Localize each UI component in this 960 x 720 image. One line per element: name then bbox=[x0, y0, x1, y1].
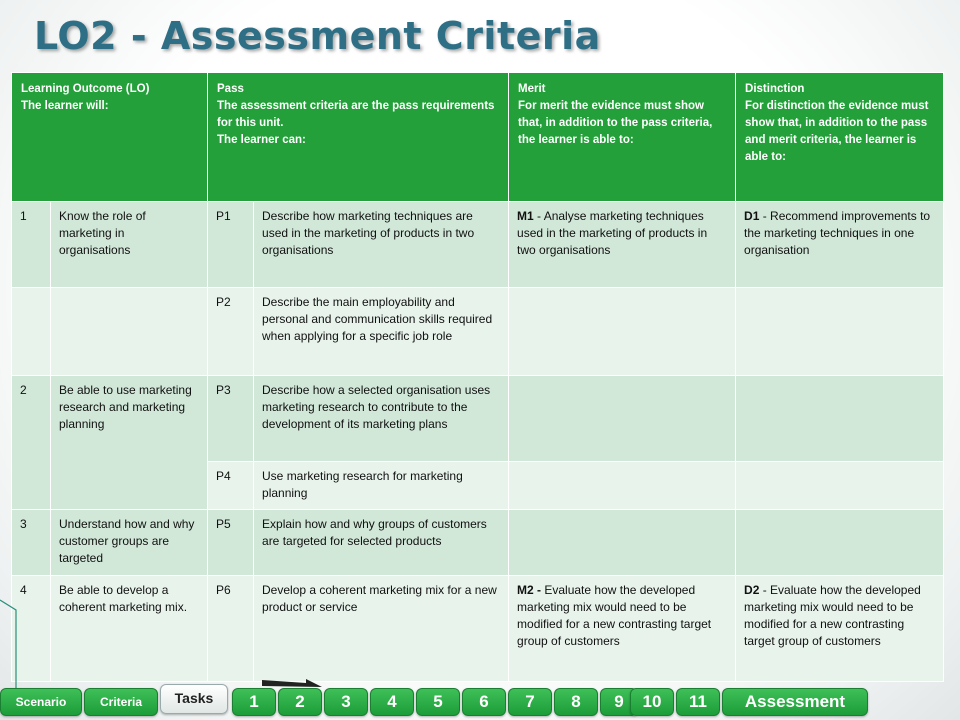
distinction-code: D1 bbox=[744, 209, 760, 223]
table-row bbox=[12, 288, 944, 376]
merit-text: - Analyse marketing techniques used in the marketing of products in two organisations bbox=[517, 209, 708, 257]
table-row bbox=[12, 202, 944, 288]
lo-number: 2 bbox=[12, 376, 51, 510]
pass-criterion: Explain how and why groups of customers are targeted for selected products bbox=[254, 510, 509, 576]
decorative-arrow-icon bbox=[262, 675, 322, 689]
header-distinction: Distinction For distinction the evidence must show that, in addition to the pass and merit criteria, the learner is able to: bbox=[736, 73, 944, 202]
table-row bbox=[12, 576, 944, 682]
header-learning-outcome: Learning Outcome (LO) The learner will: bbox=[12, 73, 208, 202]
distinction-criterion bbox=[736, 510, 944, 576]
nav-task-11-button[interactable]: 11 bbox=[676, 688, 720, 716]
header-pass: Pass The assessment criteria are the pass requirements for this unit. The learner can: bbox=[208, 73, 509, 202]
distinction-criterion bbox=[736, 288, 944, 376]
merit-criterion bbox=[509, 376, 736, 462]
merit-code: M1 bbox=[517, 209, 534, 223]
lo-text: Understand how and why customer groups are targeted bbox=[51, 510, 208, 576]
nav-task-4-button[interactable]: 4 bbox=[370, 688, 414, 716]
pass-code: P3 bbox=[208, 376, 254, 462]
pass-criterion: Describe the main employability and personal and communication skills required when applying for a specific job role bbox=[254, 288, 509, 376]
nav-criteria-button[interactable]: Criteria bbox=[84, 688, 158, 716]
pass-criterion: Describe how a selected organisation uses marketing research to contribute to the development of its marketing plans bbox=[254, 376, 509, 462]
lo-text: Know the role of marketing in organisations bbox=[51, 202, 208, 288]
assessment-criteria-table bbox=[11, 72, 943, 678]
nav-task-6-button[interactable]: 6 bbox=[462, 688, 506, 716]
merit-criterion bbox=[509, 288, 736, 376]
pass-code: P6 bbox=[208, 576, 254, 682]
merit-criterion bbox=[509, 510, 736, 576]
pass-code: P4 bbox=[208, 462, 254, 510]
nav-task-9-button[interactable]: 9 bbox=[600, 688, 638, 716]
header-merit: Merit For merit the evidence must show that, in addition to the pass criteria, the learner is able to: bbox=[509, 73, 736, 202]
merit-text: Evaluate how the developed marketing mix would need to be modified for a new contrasting target group of customers bbox=[517, 583, 712, 648]
distinction-code: D2 bbox=[744, 583, 760, 597]
lo-text: Be able to develop a coherent marketing mix. bbox=[51, 576, 208, 682]
distinction-text: - Recommend improvements to the marketing techniques in one organisation bbox=[744, 209, 931, 257]
nav-tasks-button[interactable]: Tasks bbox=[160, 684, 228, 714]
lo-number: 4 bbox=[12, 576, 51, 682]
merit-criterion bbox=[509, 202, 736, 288]
nav-task-5-button[interactable]: 5 bbox=[416, 688, 460, 716]
table-row bbox=[12, 376, 944, 462]
bottom-navigation bbox=[0, 688, 960, 718]
merit-criterion bbox=[509, 462, 736, 510]
distinction-text: - Evaluate how the developed marketing mix would need to be modified for a new contrasting target group of customers bbox=[744, 583, 921, 648]
distinction-criterion bbox=[736, 376, 944, 462]
lo-text bbox=[51, 288, 208, 376]
pass-criterion: Develop a coherent marketing mix for a new product or service bbox=[254, 576, 509, 682]
table-row bbox=[12, 510, 944, 576]
table-header-row bbox=[12, 73, 944, 202]
nav-task-10-button[interactable]: 10 bbox=[630, 688, 674, 716]
pass-code: P1 bbox=[208, 202, 254, 288]
lo-number: 1 bbox=[12, 202, 51, 288]
merit-criterion bbox=[509, 576, 736, 682]
nav-assessment-button[interactable]: Assessment bbox=[722, 688, 868, 716]
nav-task-2-button[interactable]: 2 bbox=[278, 688, 322, 716]
pass-criterion: Describe how marketing techniques are used in the marketing of products in two organisations bbox=[254, 202, 509, 288]
lo-number: 3 bbox=[12, 510, 51, 576]
nav-task-7-button[interactable]: 7 bbox=[508, 688, 552, 716]
nav-task-1-button[interactable]: 1 bbox=[232, 688, 276, 716]
distinction-criterion bbox=[736, 576, 944, 682]
pass-criterion: Use marketing research for marketing planning bbox=[254, 462, 509, 510]
page-title: LO2 - Assessment Criteria bbox=[34, 14, 601, 58]
nav-task-8-button[interactable]: 8 bbox=[554, 688, 598, 716]
nav-scenario-button[interactable]: Scenario bbox=[0, 688, 82, 716]
distinction-criterion bbox=[736, 462, 944, 510]
merit-code: M2 - bbox=[517, 583, 542, 597]
nav-task-3-button[interactable]: 3 bbox=[324, 688, 368, 716]
distinction-criterion bbox=[736, 202, 944, 288]
pass-code: P5 bbox=[208, 510, 254, 576]
lo-text: Be able to use marketing research and marketing planning bbox=[51, 376, 208, 510]
pass-code: P2 bbox=[208, 288, 254, 376]
lo-number bbox=[12, 288, 51, 376]
